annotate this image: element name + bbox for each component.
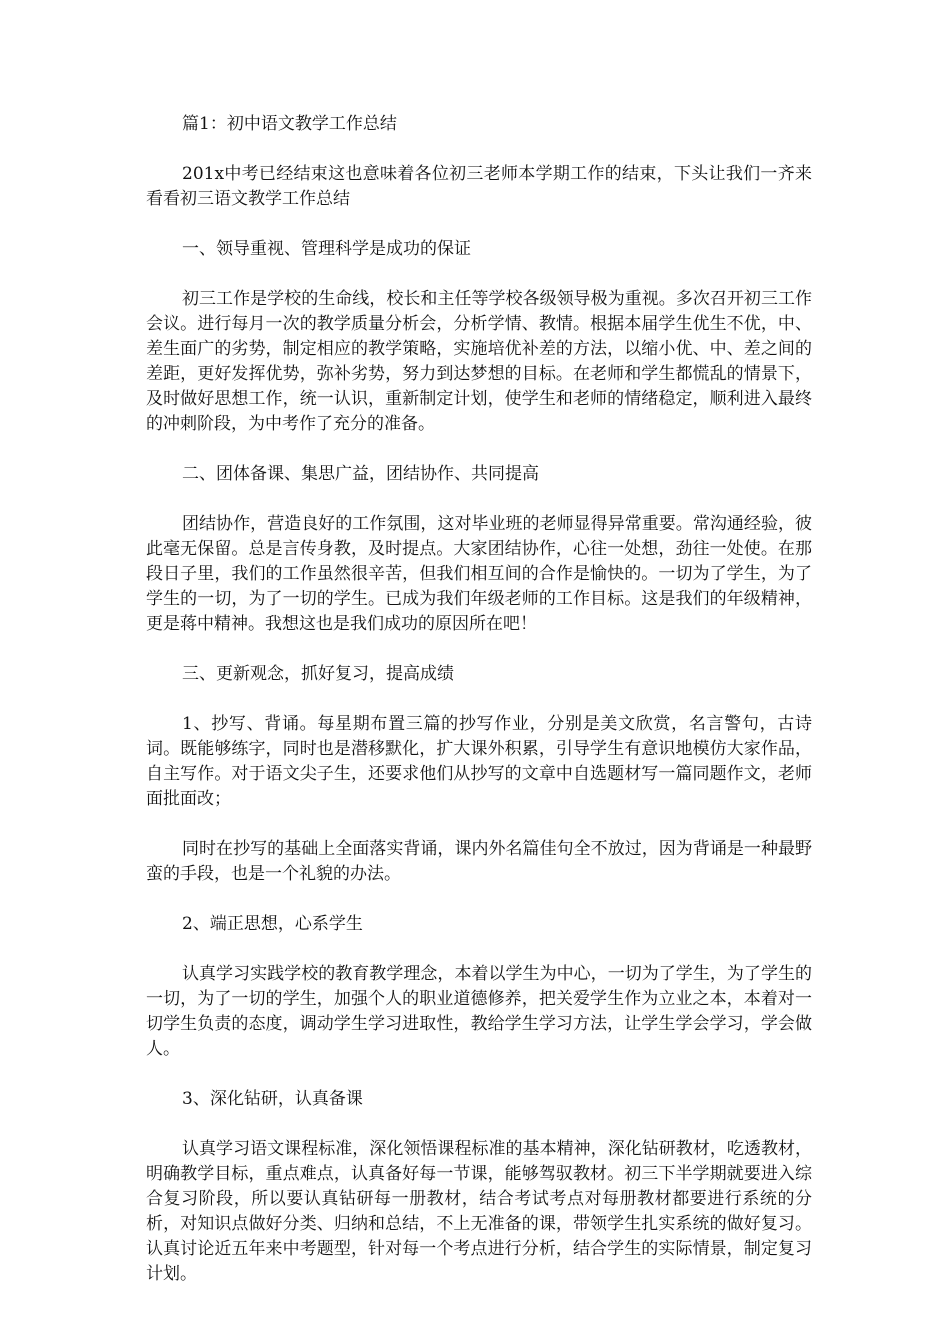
item-paragraph-1-continued: 同时在抄写的基础上全面落实背诵，课内外名篇佳句全不放过，因为背诵是一种最野蛮的手段，也是一个礼貌的办法。 [146, 839, 812, 884]
section-heading-3: 三、更新观念，抓好复习，提高成绩 [182, 664, 454, 684]
item-heading-2: 2、端正思想，心系学生 [182, 914, 363, 934]
item-paragraph-3: 认真学习语文课程标准，深化领悟课程标准的基本精神，深化钻研教材，吃透教材，明确教学目标，重点难点，认真备好每一节课，能够驾驭教材。初三下半学期就要进入综合复习阶段，所以要认真钻研每一册教材，结合考试考点对每册教材都要进行系统的分析，对知识点做好分类、归纳和总结，不上无准备的课，带领学生扎实系统的做好复习。认真讨论近五年来中考题型，针对每一个考点进行分析，结合学生的实际情景，制定复习计划。 [146, 1139, 812, 1284]
document-title: 篇1：初中语文教学工作总结 [182, 114, 397, 134]
document-body [146, 112, 812, 1312]
item-heading-3: 3、深化钻研，认真备课 [182, 1089, 363, 1109]
section-paragraph-1: 初三工作是学校的生命线，校长和主任等学校各级领导极为重视。多次召开初三工作会议。进行每月一次的教学质量分析会，分析学情、教情。根据本届学生优生不优，中、差生面广的劣势，制定相应的教学策略，实施培优补差的方法，以缩小优、中、差之间的差距，更好发挥优势，弥补劣势，努力到达梦想的目标。在老师和学生都慌乱的情景下，及时做好思想工作，统一认识，重新制定计划，使学生和老师的情绪稳定，顺利进入最终的冲刺阶段，为中考作了充分的准备。 [146, 289, 812, 434]
item-paragraph-1: 1、抄写、背诵。每星期布置三篇的抄写作业，分别是美文欣赏，名言警句，古诗词。既能够练字，同时也是潜移默化，扩大课外积累，引导学生有意识地模仿大家作品，自主写作。对于语文尖子生，还要求他们从抄写的文章中自选题材写一篇同题作文，老师面批面改； [146, 714, 812, 809]
section-paragraph-2: 团结协作，营造良好的工作氛围，这对毕业班的老师显得异常重要。常沟通经验，彼此毫无保留。总是言传身教，及时提点。大家团结协作，心往一处想，劲往一处使。在那段日子里，我们的工作虽然很辛苦，但我们相互间的合作是愉快的。一切为了学生，为了学生的一切，为了一切的学生。已成为我们年级老师的工作目标。这是我们的年级精神，更是蒋中精神。我想这也是我们成功的原因所在吧！ [146, 514, 812, 634]
intro-paragraph: 201x中考已经结束这也意味着各位初三老师本学期工作的结束，下头让我们一齐来看看初三语文教学工作总结 [146, 164, 812, 209]
section-heading-1: 一、领导重视、管理科学是成功的保证 [182, 239, 471, 259]
item-paragraph-2: 认真学习实践学校的教育教学理念，本着以学生为中心，一切为了学生，为了学生的一切，为了一切的学生，加强个人的职业道德修养，把关爱学生作为立业之本，本着对一切学生负责的态度，调动学生学习进取性，教给学生学习方法，让学生学会学习，学会做人。 [146, 964, 812, 1059]
section-heading-2: 二、团体备课、集思广益，团结协作、共同提高 [182, 464, 539, 484]
